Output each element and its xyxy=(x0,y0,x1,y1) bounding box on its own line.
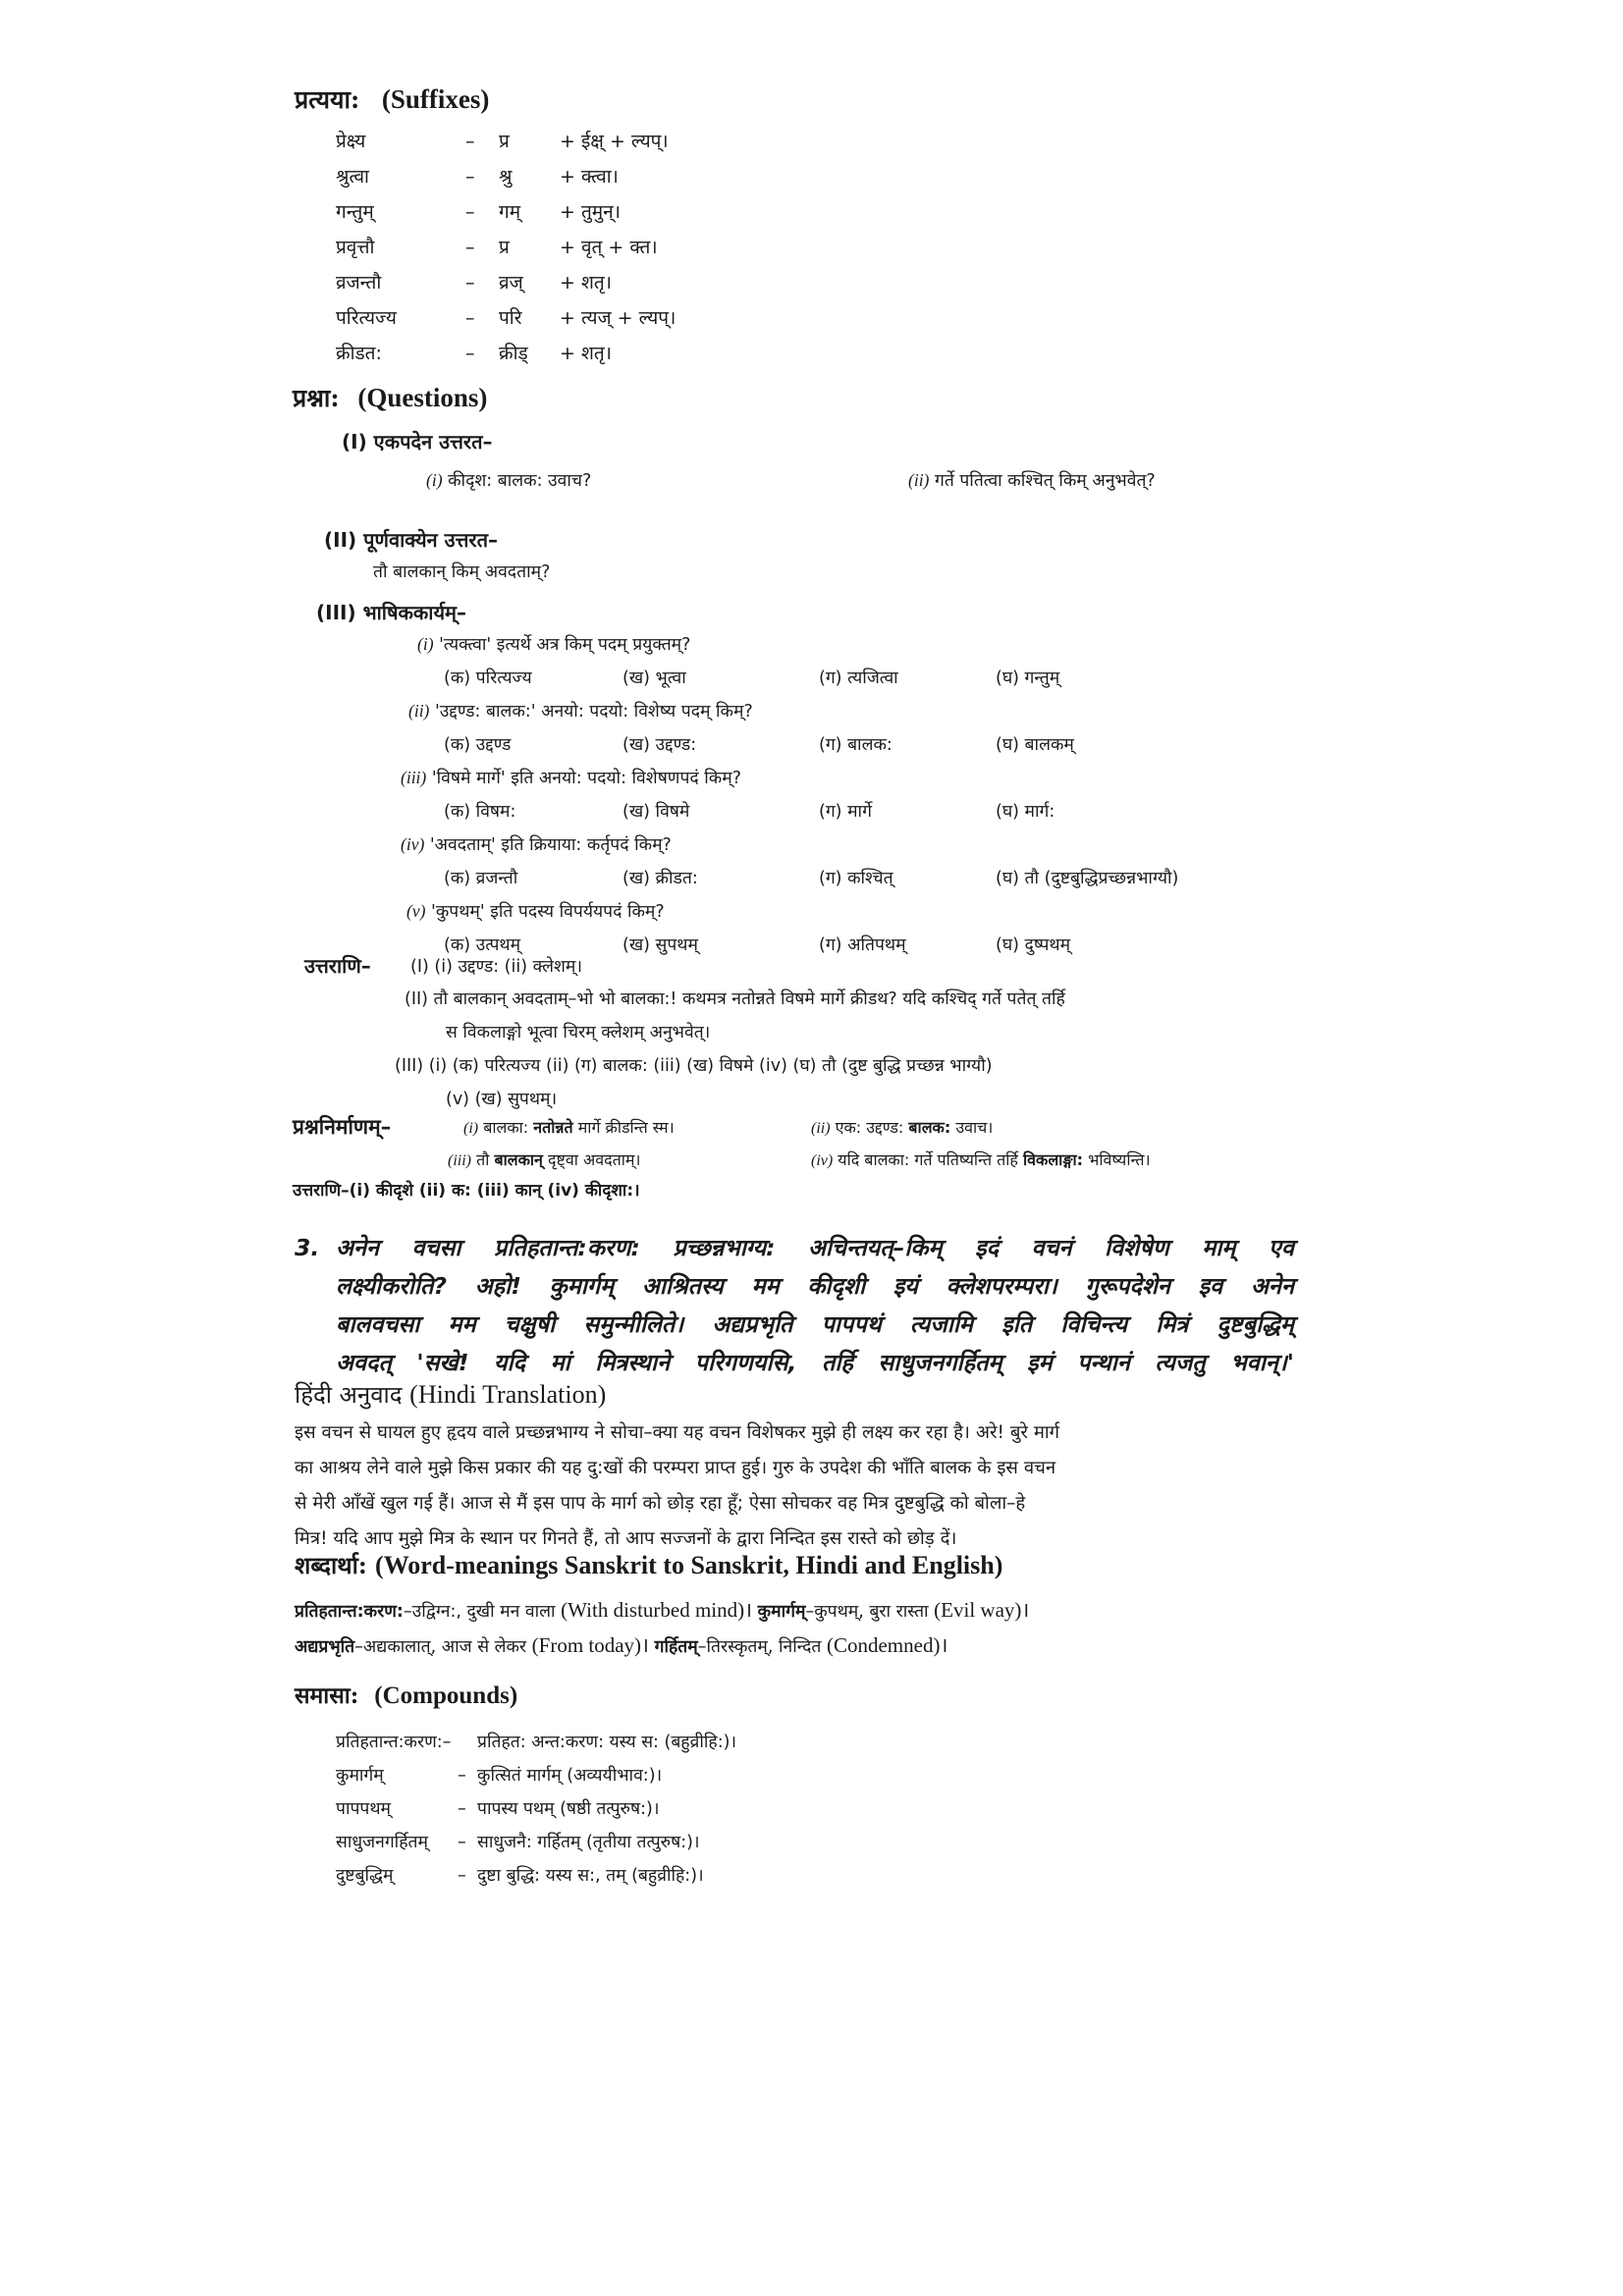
suffix-root: परि xyxy=(499,307,522,329)
question-part3-label: (III) भाषिककार्यम्– xyxy=(316,601,467,624)
heading-english: (Hindi Translation) xyxy=(409,1380,607,1409)
option: (ख) क्रीडत: xyxy=(622,869,698,888)
mcq-options xyxy=(444,666,1059,689)
meaning-word: प्रतिहतान्त:करण: xyxy=(295,1602,404,1622)
suffix-word: श्रुत्वा xyxy=(336,166,369,187)
item-number: (v) xyxy=(406,901,426,921)
item-text: 'अवदताम्' इति क्रियाया: कर्तृपदं किम्? xyxy=(429,835,672,855)
heading-sanskrit: हिंदी अनुवाद xyxy=(295,1381,403,1409)
compound-word: पापपथम् xyxy=(336,1799,391,1819)
suffix-row xyxy=(336,340,612,365)
answers-label: उत्तराणि– xyxy=(304,954,371,978)
translation-line: से मेरी आँखें खुल गई हैं। आज से मैं इस पाप के मार्ग को छोड़ रहा हूँ; ऐसा सोचकर वह मित्र दुष्टबुद्धि को बोला–हे xyxy=(295,1493,1026,1514)
heading-sanskrit: समासा: xyxy=(295,1682,359,1709)
suffix-root: श्रु xyxy=(499,166,513,187)
item-text: 'कुपथम्' इति पदस्य विपर्ययपदं किम्? xyxy=(431,902,665,922)
suffix-parts: + क्त्वा। xyxy=(560,166,619,187)
suffix-row xyxy=(336,304,676,330)
suffix-word: क्रीडत: xyxy=(336,343,382,364)
option: (घ) दुष्पथम् xyxy=(996,935,1071,955)
option: (ख) सुपथम् xyxy=(622,935,698,955)
meaning-word: गर्हितम् xyxy=(654,1637,698,1657)
suffix-parts: + शतृ। xyxy=(560,272,612,294)
meaning-word: कुमार्गम् xyxy=(757,1602,806,1622)
answer-part3-line1: (III) (i) (क) परित्यज्य (ii) (ग) बालक: (iii) (ख) विषमे (iv) (घ) तौ (दुष्ट बुद्धि प्रच्छन्न भाग्यौ) xyxy=(395,1056,993,1076)
formation-item xyxy=(463,1116,675,1138)
suffix-root: प्र xyxy=(499,131,510,152)
hindi-translation-heading xyxy=(295,1378,606,1411)
word-meanings-heading xyxy=(295,1549,1002,1581)
option: (क) उद्दण्ड xyxy=(444,735,512,755)
option: (ख) भूत्वा xyxy=(622,668,686,688)
compound-word: दुष्टबुद्धिम् xyxy=(336,1866,394,1886)
compound-dash: – xyxy=(458,1799,466,1819)
formation-answers: उत्तराणि–(i) कीदृशे (ii) क: (iii) कान् (iv) कीदृशा:। xyxy=(293,1181,640,1201)
mcq-question xyxy=(417,632,690,656)
option: (क) उत्पथम् xyxy=(444,935,521,955)
item-number: (ii) xyxy=(908,470,930,490)
suffix-row xyxy=(336,128,669,153)
item-text: तौ xyxy=(476,1150,490,1169)
suffix-word: व्रजन्तौ xyxy=(336,272,382,294)
compound-row xyxy=(336,1730,736,1753)
translation-line: मित्र! यदि आप मुझे मित्र के स्थान पर गिनते हैं, तो आप सज्जनों के द्वारा निन्दित इस रास्ते को छोड़ दें। xyxy=(295,1528,957,1549)
mcq-question xyxy=(406,899,665,923)
suffix-dash: – xyxy=(465,237,475,258)
option: (ग) मार्गे xyxy=(819,802,872,822)
option: (ख) विषमे xyxy=(622,802,690,822)
compound-dash: – xyxy=(458,1866,466,1886)
compound-dash: – xyxy=(458,1833,466,1852)
suffix-word: प्रवृत्तौ xyxy=(336,237,375,258)
compound-row xyxy=(336,1830,700,1853)
question-part1-label: (I) एकपदेन उत्तरत– xyxy=(342,430,493,454)
answer-part3-line2: (v) (ख) सुपथम्। xyxy=(446,1090,558,1109)
compound-row xyxy=(336,1763,662,1787)
item-text: मार्गे क्रीडन्ति स्म। xyxy=(577,1118,675,1137)
meaning-english: (With disturbed mind)। xyxy=(561,1598,753,1622)
option: (ग) अतिपथम् xyxy=(819,935,906,955)
item-number: (i) xyxy=(426,470,443,490)
item-text: उवाच। xyxy=(955,1118,994,1137)
suffix-row xyxy=(336,198,621,224)
item-highlight: विकलाङ्गा: xyxy=(1023,1150,1083,1169)
mcq-question xyxy=(401,766,741,789)
compound-dash: – xyxy=(458,1766,466,1786)
meaning-word: अद्यप्रभृति xyxy=(295,1637,355,1657)
suffix-word: प्रेक्ष्य xyxy=(336,131,366,152)
formation-item xyxy=(811,1116,993,1138)
suffix-row xyxy=(336,163,619,188)
meaning-english: (Condemned)। xyxy=(826,1633,948,1657)
question-formation-label: प्रश्ननिर्माणम्– xyxy=(293,1115,392,1139)
option: (घ) मार्ग: xyxy=(996,802,1055,822)
question-part2-text: तौ बालकान् किम् अवदताम्? xyxy=(373,562,551,582)
mcq-question xyxy=(408,699,753,722)
compounds-heading xyxy=(295,1679,517,1710)
option: (ग) कश्चित् xyxy=(819,869,893,888)
formation-item xyxy=(811,1148,1151,1170)
suffix-parts: + शतृ। xyxy=(560,343,612,364)
suffix-dash: – xyxy=(465,307,475,329)
word-meanings-line xyxy=(295,1596,1029,1624)
hindi-translation-text xyxy=(295,1415,1288,1557)
mcq-question xyxy=(401,832,672,856)
item-number: (ii) xyxy=(811,1120,831,1137)
passage-line: लक्ष्यीकरोति? अहो! कुमार्गम् आश्रितस्य मम कीदृशी इयं क्लेशपरम्परा। गुरूपदेशेन इव अनेन xyxy=(336,1272,1294,1300)
mcq-options xyxy=(444,933,1070,956)
suffix-root: प्र xyxy=(499,237,510,258)
item-number: (iv) xyxy=(401,834,425,854)
suffix-dash: – xyxy=(465,272,475,294)
suffixes-heading xyxy=(295,82,489,116)
answer-part2-line2: स विकलाङ्गो भूत्वा चिरम् क्लेशम् अनुभवेत्। xyxy=(446,1023,711,1042)
word-meanings-line xyxy=(295,1631,947,1659)
sanskrit-passage xyxy=(336,1229,1294,1382)
suffix-dash: – xyxy=(465,201,475,223)
option: (ग) बालक: xyxy=(819,735,893,755)
option: (घ) तौ (दुष्टबुद्धिप्रच्छन्नभाग्यौ) xyxy=(996,869,1179,888)
item-text: 'विषमे मार्गे' इति अनयो: पदयो: विशेषणपदं किम्? xyxy=(431,769,741,788)
option: (क) विषम: xyxy=(444,802,516,822)
meaning-english: (From today)। xyxy=(531,1633,650,1657)
item-number: (ii) xyxy=(408,701,430,721)
item-text: दृष्ट्वा अवदताम्। xyxy=(548,1150,641,1169)
answer-part2-line1: (II) तौ बालकान् अवदताम्–भो भो बालका:! कथमत्र नतोन्नते विषमे मार्गे क्रीडथ? यदि कश्चिद् गर्ते पतेत् तर्हि xyxy=(405,989,1065,1009)
item-highlight: बालकान् xyxy=(494,1150,543,1169)
suffix-parts: + तुमुन्। xyxy=(560,201,621,223)
heading-english: (Word-meanings Sanskrit to Sanskrit, Hindi and English) xyxy=(375,1551,1003,1579)
compound-row xyxy=(336,1863,704,1887)
heading-english: (Questions) xyxy=(357,383,488,412)
suffix-dash: – xyxy=(465,131,475,152)
questions-heading xyxy=(293,381,487,414)
compound-word: प्रतिहतान्त:करण:– xyxy=(336,1733,452,1752)
compound-explanation: प्रतिहत: अन्त:करण: यस्य स: (बहुव्रीहि:)। xyxy=(477,1733,737,1752)
item-number: (iv) xyxy=(811,1152,834,1169)
compound-row xyxy=(336,1796,659,1820)
item-number: (i) xyxy=(463,1120,479,1137)
option: (ख) उद्दण्ड: xyxy=(622,735,697,755)
passage-line: बालवचसा मम चक्षुषी समुन्मीलिते। अद्यप्रभृति पापपथं त्यजामि इति विचिन्त्य मित्रं दुष्टबुद्धिम् xyxy=(336,1310,1294,1338)
translation-line: इस वचन से घायल हुए हृदय वाले प्रच्छन्नभाग्य ने सोचा–क्या यह वचन विशेषकर मुझे ही लक्ष्य कर रहा है। अरे! बुरे मार्ग xyxy=(295,1422,1060,1443)
item-text: 'त्यक्त्वा' इत्यर्थे अत्र किम् पदम् प्रयुक्तम्? xyxy=(439,635,691,655)
item-number: (iii) xyxy=(448,1152,471,1169)
item-highlight: नतोन्नते xyxy=(533,1118,573,1137)
item-text: भविष्यन्ति। xyxy=(1088,1150,1151,1169)
suffix-row xyxy=(336,269,612,294)
heading-english: (Suffixes) xyxy=(381,84,490,114)
item-highlight: बालक: xyxy=(908,1118,951,1137)
suffix-root: क्रीड् xyxy=(499,343,528,364)
mcq-options xyxy=(444,866,1178,889)
suffix-root: गम् xyxy=(499,201,521,223)
meaning-text: –तिरस्कृतम्, निन्दित xyxy=(697,1637,822,1657)
item-text: बालका: xyxy=(483,1118,529,1137)
item-number: (iii) xyxy=(401,768,427,787)
formation-item xyxy=(448,1148,640,1170)
suffix-dash: – xyxy=(465,166,475,187)
suffix-parts: + ईक्ष् + ल्यप्। xyxy=(560,131,669,152)
option: (घ) गन्तुम् xyxy=(996,668,1060,688)
option: (ग) त्यजित्वा xyxy=(819,668,898,688)
suffix-row xyxy=(336,234,658,259)
mcq-options xyxy=(444,732,1074,756)
suffix-root: व्रज् xyxy=(499,272,523,294)
item-text: यदि बालका: गर्ते पतिष्यन्ति तर्हि xyxy=(838,1150,1018,1169)
compound-explanation: पापस्य पथम् (षष्ठी तत्पुरुष:)। xyxy=(477,1799,660,1819)
compound-explanation: साधुजनै: गर्हितम् (तृतीया तत्पुरुष:)। xyxy=(477,1833,700,1852)
item-text: कीदृश: बालक: उवाच? xyxy=(448,471,592,491)
compound-word: साधुजनगर्हितम् xyxy=(336,1833,428,1852)
question-item xyxy=(908,468,1156,492)
item-text: 'उद्दण्ड: बालक:' अनयो: पदयो: विशेष्य पदम् किम्? xyxy=(434,702,753,721)
compound-explanation: दुष्टा बुद्धि: यस्य स:, तम् (बहुव्रीहि:)। xyxy=(477,1866,704,1886)
passage-line: अनेन वचसा प्रतिहतान्त:करण: प्रच्छन्नभाग्य: अचिन्तयत्–किम् इदं वचनं विशेषेण माम् एव xyxy=(336,1234,1294,1261)
meaning-english: (Evil way)। xyxy=(934,1598,1030,1622)
suffix-parts: + वृत् + क्त। xyxy=(560,237,658,258)
question-item xyxy=(426,468,591,492)
option: (क) व्रजन्तौ xyxy=(444,869,518,888)
passage-line: अवदत् 'सखे! यदि मां मित्रस्थाने परिगणयसि, तर्हि साधुजनगर्हितम् इमं पन्थानं त्यजतु भवान्।' xyxy=(336,1349,1294,1376)
meaning-text: –अद्यकालात्, आज से लेकर xyxy=(354,1637,527,1657)
option: (घ) बालकम् xyxy=(996,735,1074,755)
suffix-dash: – xyxy=(465,343,475,364)
question-part2-label: (II) पूर्णवाक्येन उत्तरत– xyxy=(324,528,498,552)
answer-part1: (I) (i) उद्दण्ड: (ii) क्लेशम्। xyxy=(410,957,582,977)
heading-sanskrit: प्रश्ना: xyxy=(293,384,340,412)
passage-number: 3. xyxy=(295,1234,320,1261)
option: (क) परित्यज्य xyxy=(444,668,532,688)
item-text: गर्ते पतित्वा कश्चित् किम् अनुभवेत्? xyxy=(934,471,1156,491)
suffix-word: गन्तुम् xyxy=(336,201,374,223)
compound-word: कुमार्गम् xyxy=(336,1766,384,1786)
meaning-text: –कुपथम्, बुरा रास्ता xyxy=(805,1602,929,1622)
heading-sanskrit: प्रत्यया: xyxy=(295,85,360,114)
mcq-options xyxy=(444,799,1055,823)
item-number: (i) xyxy=(417,634,434,654)
compound-explanation: कुत्सितं मार्गम् (अव्ययीभाव:)। xyxy=(477,1766,663,1786)
suffix-word: परित्यज्य xyxy=(336,307,397,329)
translation-line: का आश्रय लेने वाले मुझे किस प्रकार की यह दु:खों की परम्परा प्राप्त हुई। गुरु के उपदेश की भाँति बालक के इस वचन xyxy=(295,1458,1056,1478)
suffix-parts: + त्यज् + ल्यप्। xyxy=(560,307,676,329)
meaning-text: –उद्विग्न:, दुखी मन वाला xyxy=(403,1602,556,1622)
heading-sanskrit: शब्दार्था: xyxy=(295,1551,367,1579)
item-text: एक: उद्दण्ड: xyxy=(835,1118,904,1137)
heading-english: (Compounds) xyxy=(374,1682,518,1709)
